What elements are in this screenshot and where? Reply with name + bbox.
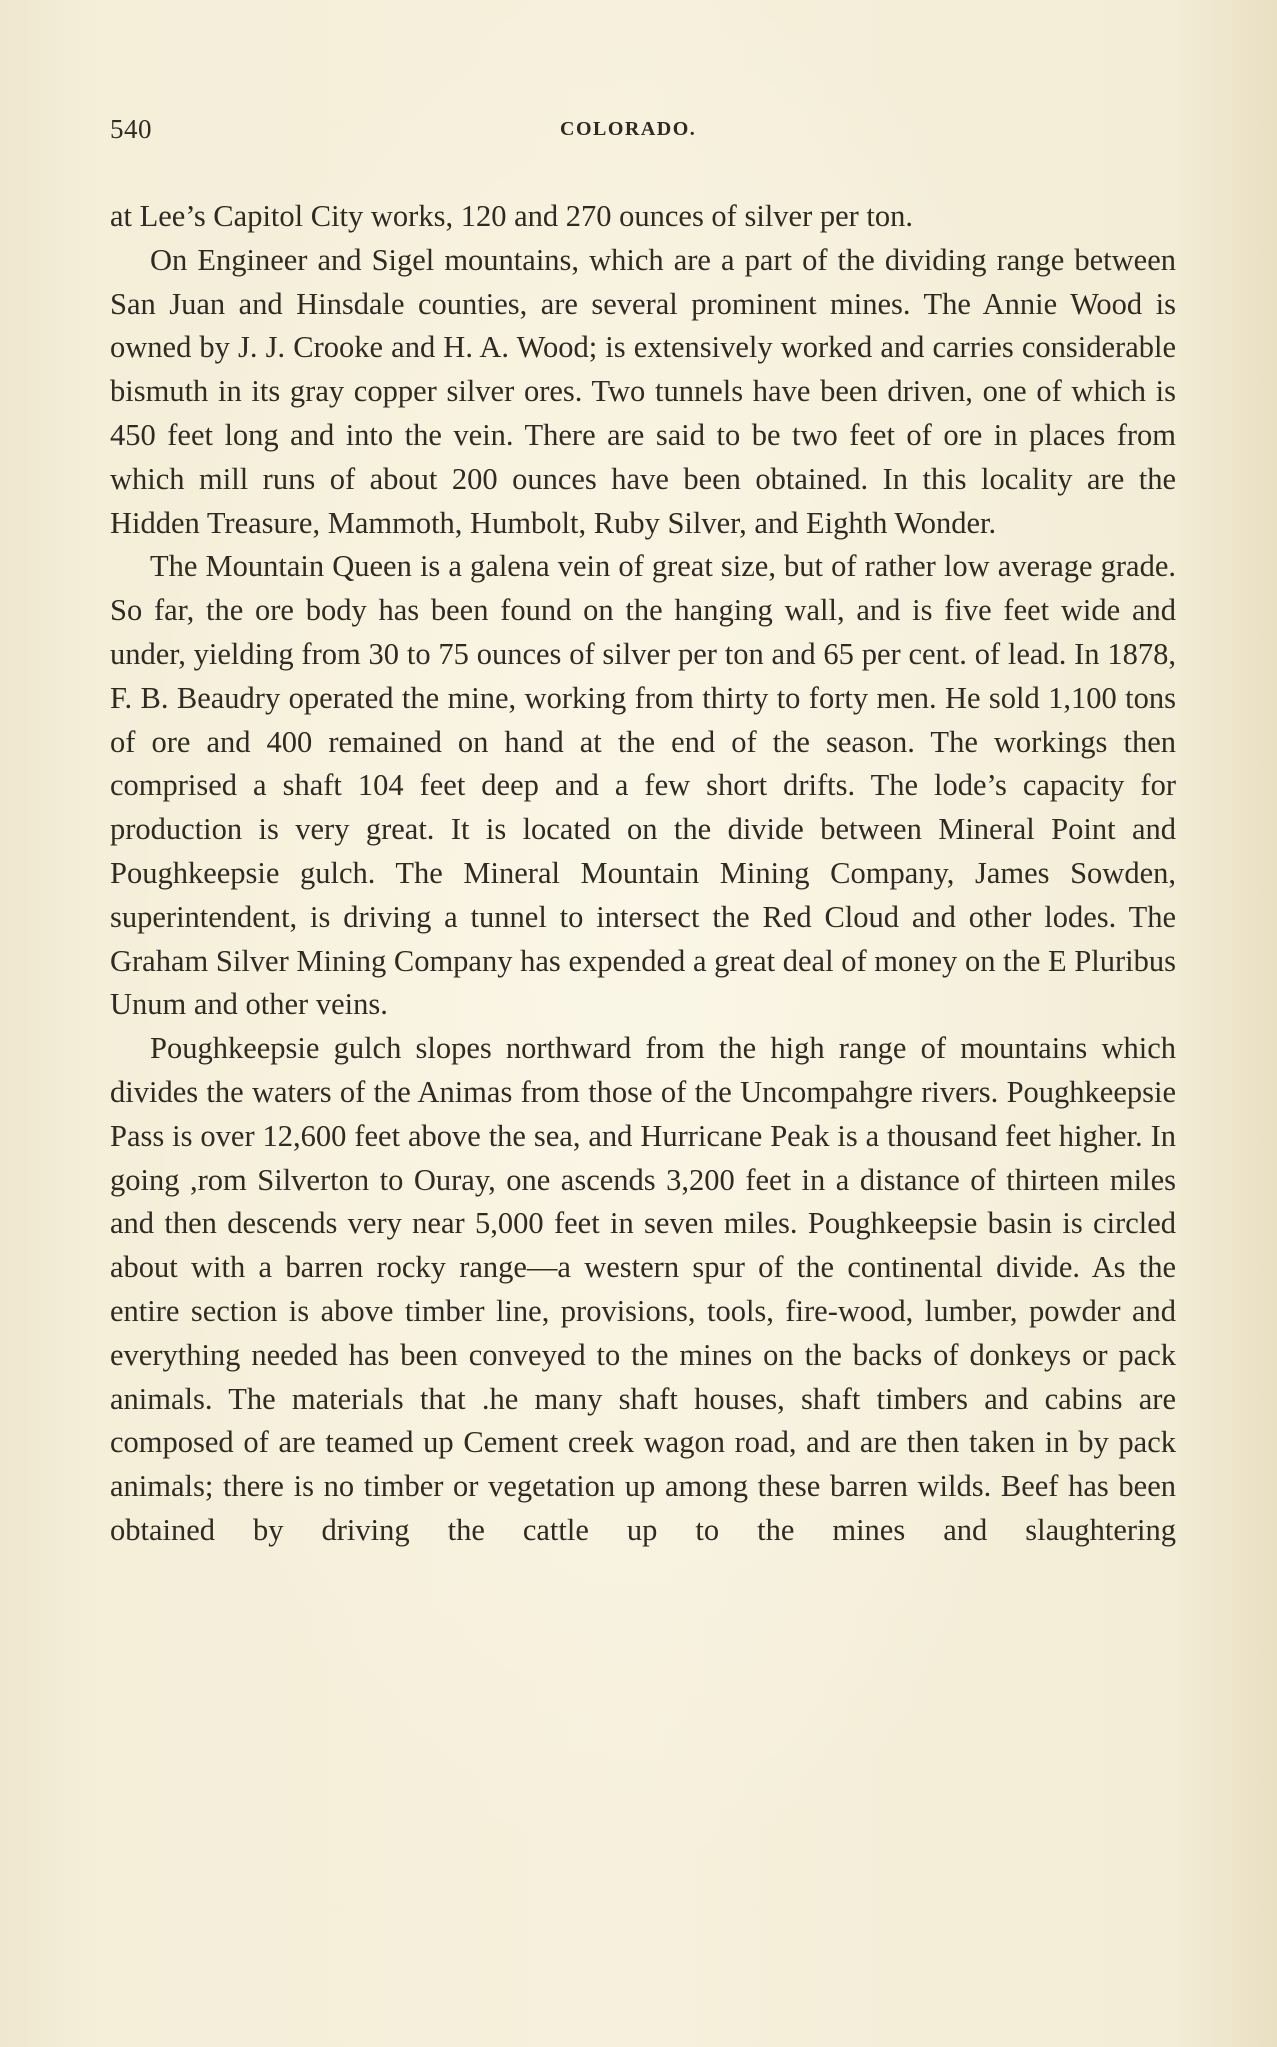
paragraph-2: On Engineer and Sigel mountains, which are a part of the dividing range between San Juan and Hinsdale counties, are several prominent mines. The Annie Wood is owned by J. J. Crooke and H. A. Wood; is extensively worked and carries considerable bismuth in its gray copper silver ores. Two tunnels have been driven, one of which is 450 feet long and into the vein. There are said to be two feet of ore in places from which mill runs of about 200 ounces have been obtained. In this locality are the Hidden Treasure, Mammoth, Humbolt, Ruby Silver, and Eighth Wonder. — [110, 242, 1176, 540]
page-number: 540 — [110, 114, 152, 144]
running-head: COLORADO. — [560, 118, 697, 140]
paragraph-4: Poughkeepsie gulch slopes northward from the high range of mountains which divides the waters of the Animas from those of the Uncompahgre rivers. Poughkeepsie Pass is over 12,600 feet above the sea, and Hurricane Peak is a thousand feet higher. In going ,rom Silverton to Ouray, one ascends 3,200 feet in a distance of thirteen miles and then descends very near 5,000 feet in seven miles. Poughkeepsie basin is circled about with a barren rocky range—a western spur of the continental divide. As the entire section is above timber line, provisions, tools, fire-wood, lumber, powder and everything needed has been conveyed to the mines on the backs of donkeys or pack animals. The materials that .he many shaft houses, shaft timbers and cabins are composed of are teamed up Cement creek wagon road, and are then taken in by pack animals; there is no timber or vegetation up among these barren wilds. Beef has been obtained by driving the cattle up to the mines and slaughtering — [110, 1031, 1176, 1547]
page-header — [110, 108, 1170, 152]
paragraph-1: at Lee’s Capitol City works, 120 and 270 ounces of silver per ton. — [110, 199, 914, 233]
body-text — [110, 195, 1176, 1553]
paragraph-3: The Mountain Queen is a galena vein of great size, but of rather low average grade. So far, the ore body has been found on the hanging wall, and is five feet wide and under, yielding from 30 to 75 ounces of silver per ton and 65 per cent. of lead. In 1878, F. B. Beaudry operated the mine, working from thirty to forty men. He sold 1,100 tons of ore and 400 remained on hand at the end of the season. The workings then comprised a shaft 104 feet deep and a few short drifts. The lode’s capacity for production is very great. It is located on the divide between Mineral Point and Poughkeepsie gulch. The Mineral Mountain Mining Company, James Sowden, superintendent, is driving a tunnel to intersect the Red Cloud and other lodes. The Graham Silver Mining Company has expended a great deal of money on the E Pluribus Unum and other veins. — [110, 549, 1176, 1022]
